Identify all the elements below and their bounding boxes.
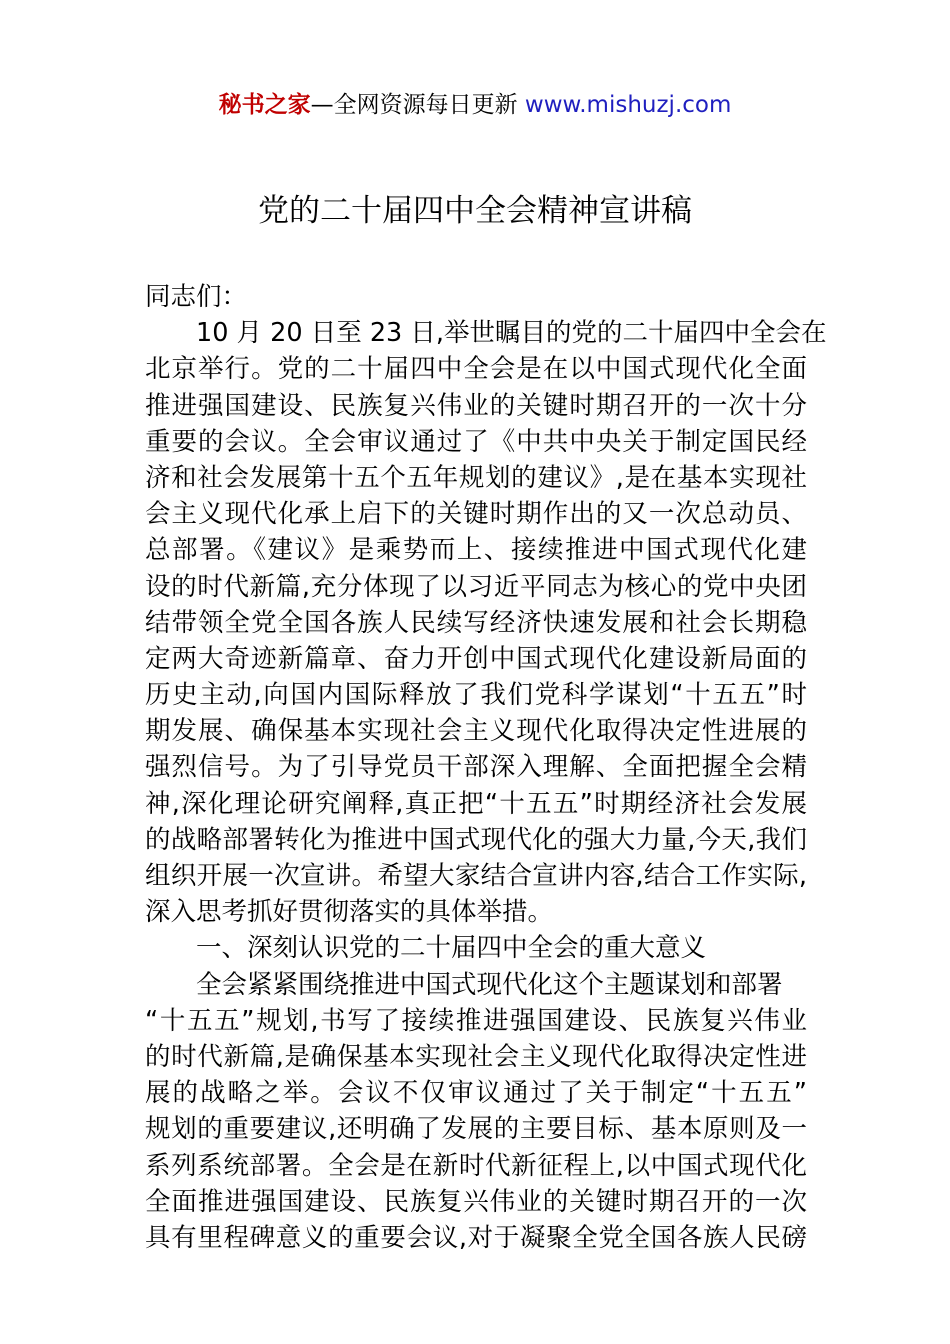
paragraph-line: 结带领全党全国各族人民续写经济快速发展和社会长期稳 (145, 607, 807, 638)
paragraph-line: 重要的会议。全会审议通过了《中共中央关于制定国民经 (145, 426, 807, 457)
paragraph-line: 设的时代新篇,充分体现了以习近平同志为核心的党中央团 (145, 571, 807, 602)
paragraph-line: 规划的重要建议,还明确了发展的主要目标、基本原则及一 (145, 1114, 807, 1145)
paragraph-line: 全面推进强国建设、民族复兴伟业的关键时期召开的一次 (145, 1186, 807, 1217)
paragraph-line: 推进强国建设、民族复兴伟业的关键时期召开的一次十分 (145, 390, 807, 421)
paragraph-line: 的战略部署转化为推进中国式现代化的强大力量,今天,我们 (145, 824, 807, 855)
paragraph-line: 强烈信号。为了引导党员干部深入理解、全面把握全会精 (145, 752, 807, 783)
paragraph-line: 北京举行。党的二十届四中全会是在以中国式现代化全面 (145, 354, 807, 385)
site-header (0, 88, 950, 122)
paragraph-line: “十五五”规划,书写了接续推进强国建设、民族复兴伟业 (145, 1005, 807, 1036)
salutation: 同志们： (145, 282, 248, 312)
site-url-link[interactable]: www.mishuzj.com (524, 92, 732, 118)
paragraph-line: 具有里程碑意义的重要会议,对于凝聚全党全国各族人民磅 (145, 1222, 807, 1253)
paragraph-line: 会主义现代化承上启下的关键时期作出的又一次总动员、 (145, 499, 807, 530)
paragraph-line: 10 月 20 日至 23 日,举世瞩目的党的二十届四中全会在 (196, 318, 827, 349)
paragraph-line: 系列系统部署。全会是在新时代新征程上,以中国式现代化 (145, 1150, 807, 1181)
paragraph-line: 的时代新篇,是确保基本实现社会主义现代化取得决定性进 (145, 1041, 807, 1072)
paragraph-line: 总部署。《建议》是乘势而上、接续推进中国式现代化建 (145, 535, 807, 566)
section-heading: 一、深刻认识党的二十届四中全会的重大意义 (196, 933, 707, 964)
document-title: 党的二十届四中全会精神宣讲稿 (258, 193, 692, 229)
paragraph-line: 历史主动,向国内国际释放了我们党科学谋划“十五五”时 (145, 680, 807, 711)
paragraph-line: 期发展、确保基本实现社会主义现代化取得决定性进展的 (145, 716, 807, 747)
header-tagline: —全网资源每日更新 (310, 92, 525, 118)
paragraph-line: 定两大奇迹新篇章、奋力开创中国式现代化建设新局面的 (145, 643, 807, 674)
paragraph-line: 济和社会发展第十五个五年规划的建议》,是在基本实现社 (145, 462, 807, 493)
paragraph-line: 展的战略之举。会议不仅审议通过了关于制定“十五五” (145, 1078, 807, 1109)
paragraph-line: 神,深化理论研究阐释,真正把“十五五”时期经济社会发展 (145, 788, 807, 819)
brand-name: 秘书之家 (218, 92, 311, 118)
paragraph-line: 组织开展一次宣讲。希望大家结合宣讲内容,结合工作实际, (145, 861, 807, 891)
paragraph-line: 全会紧紧围绕推进中国式现代化这个主题谋划和部署 (196, 969, 783, 1000)
document-body (145, 279, 827, 1256)
paragraph-line: 深入思考抓好贯彻落实的具体举措。 (145, 897, 554, 928)
